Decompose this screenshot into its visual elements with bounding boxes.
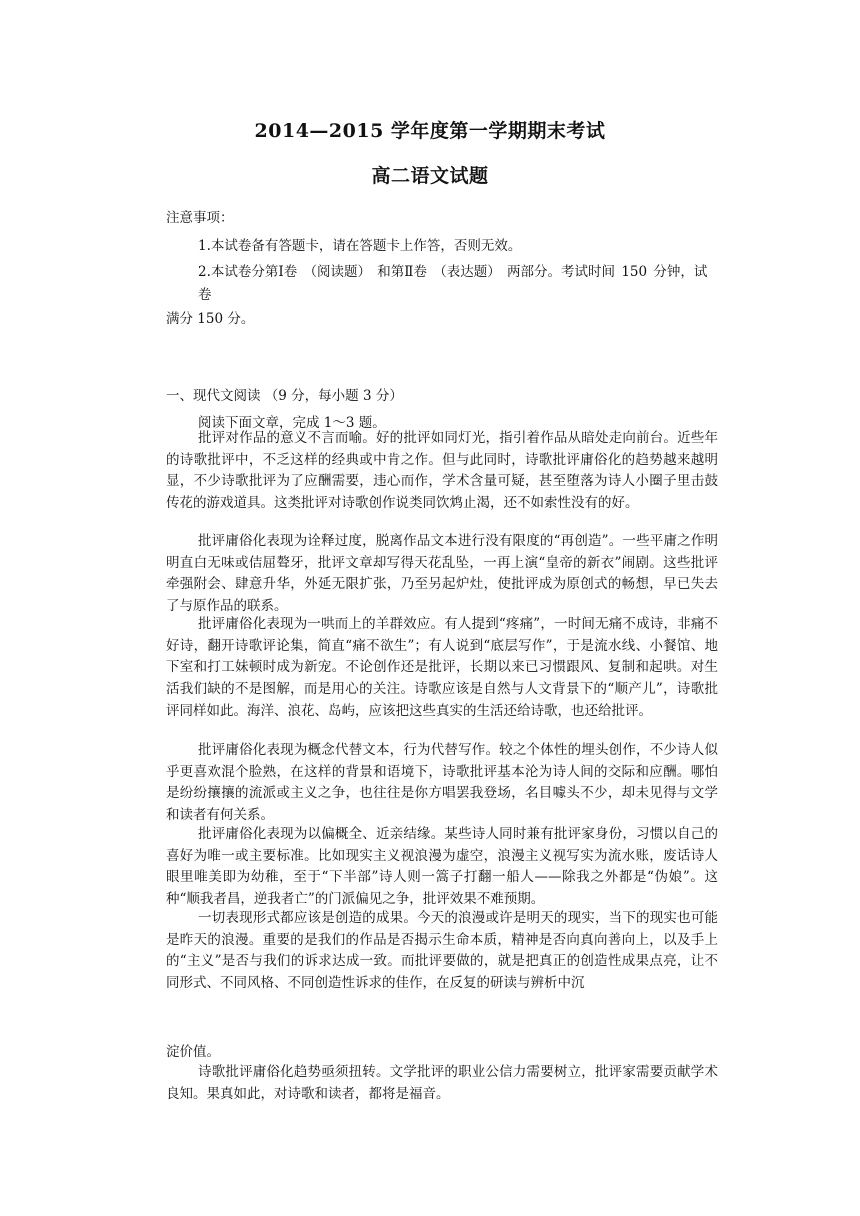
exam-subtitle: 高二语文试题 xyxy=(371,165,489,187)
section-heading: 一、现代文阅读 （9 分，每小题 3 分） xyxy=(166,388,403,404)
paragraph-7: 诗歌批评庸俗化趋势亟须扭转。文学批评的职业公信力需要树立，批评家需要贡献学术良知。果真如此，对诗歌和读者，都将是福音。 xyxy=(166,1064,718,1102)
paragraph-5: 批评庸俗化表现为以偏概全、近亲结缘。某些诗人同时兼有批评家身份，习惯以自己的喜好为唯一或主要标准。比如现实主义视浪漫为虚空，浪漫主义视写实为流水账，废话诗人眼里唯美即为幼稚，至于“下半部”诗人则一篙子打翻一船人——除我之外都是“伪娘”。这种“顺我者昌，逆我者亡”的门派偏见之争，批评效果不难预期。 xyxy=(166,826,718,908)
exam-title: 2014—2015 学年度第一学期期末考试 xyxy=(254,120,606,142)
paragraph-1: 批评对作品的意义不言而喻。好的批评如同灯光，指引着作品从暗处走向前台。近些年的诗歌批评中，不乏这样的经典或中肯之作。但与此同时，诗歌批评庸俗化的趋势越来越明显，不少诗歌批评为了应酬需要，违心而作，学术含量可疑，甚至堕落为诗人小圈子里击鼓传花的游戏道具。这类批评对诗歌创作说类同饮鸩止渴，还不如索性没有的好。 xyxy=(166,430,718,512)
note-item-2-end: 满分 150 分。 xyxy=(166,311,255,327)
reading-instruction: 阅读下面文章，完成 1～3 题。 xyxy=(198,415,386,431)
paragraph-4: 批评庸俗化表现为概念代替文本，行为代替写作。较之个体性的埋头创作，不少诗人似乎更喜欢混个脸熟，在这样的背景和语境下，诗歌批评基本沦为诗人间的交际和应酬。哪怕是纷纷攘攘的流派或主义之争，也往往是你方唱罢我登场，名目噱头不少，却未见得与文学和读者有何关系。 xyxy=(166,742,718,824)
paragraph-6: 一切表现形式都应该是创造的成果。今天的浪漫或许是明天的现实，当下的现实也可能是昨天的浪漫。重要的是我们的作品是否揭示生命本质，精神是否向真向善向上，以及手上的“主义”是否与我们的诉求达成一致。而批评要做的，就是把真正的创造性成果点亮，让不同形式、不同风格、不同创造性诉求的佳作，在反复的研读与辨析中沉 xyxy=(166,910,718,992)
note-item-2: 2.本试卷分第Ⅰ卷 （阅读题） 和第Ⅱ卷 （表达题） 两部分。考试时间 150 分钟，试 xyxy=(198,264,708,280)
paragraph-2: 批评庸俗化表现为诠释过度，脱离作品文本进行没有限度的“再创造”。一些平庸之作明明直白无味或佶屈聱牙，批评文章却写得天花乱坠，一再上演“皇帝的新衣”闹剧。这些批评牵强附会、肆意升华，外延无限扩张，乃至另起炉灶，使批评成为原创式的畅想，早已失去了与原作品的联系。 xyxy=(166,533,718,615)
paragraph-6-end: 淀价值。 xyxy=(166,1044,220,1060)
note-item-1: 1.本试卷备有答题卡，请在答题卡上作答，否则无效。 xyxy=(198,238,522,254)
notes-heading: 注意事项： xyxy=(166,210,234,226)
paragraph-3: 批评庸俗化表现为一哄而上的羊群效应。有人提到“疼痛”，一时间无痛不成诗，非痛不好诗，翻开诗歌评论集，简直“痛不欲生”；有人说到“底层写作”，于是流水线、小餐馆、地下室和打工妹顿时成为新宠。不论创作还是批评，长期以来已习惯跟风、复制和起哄。对生活我们缺的不是图解，而是用心的关注。诗歌应该是自然与人文背景下的“顺产儿”，诗歌批评同样如此。海洋、浪花、岛屿，应该把这些真实的生活还给诗歌，也还给批评。 xyxy=(166,616,718,719)
note-item-2-cont: 卷 xyxy=(198,287,212,303)
